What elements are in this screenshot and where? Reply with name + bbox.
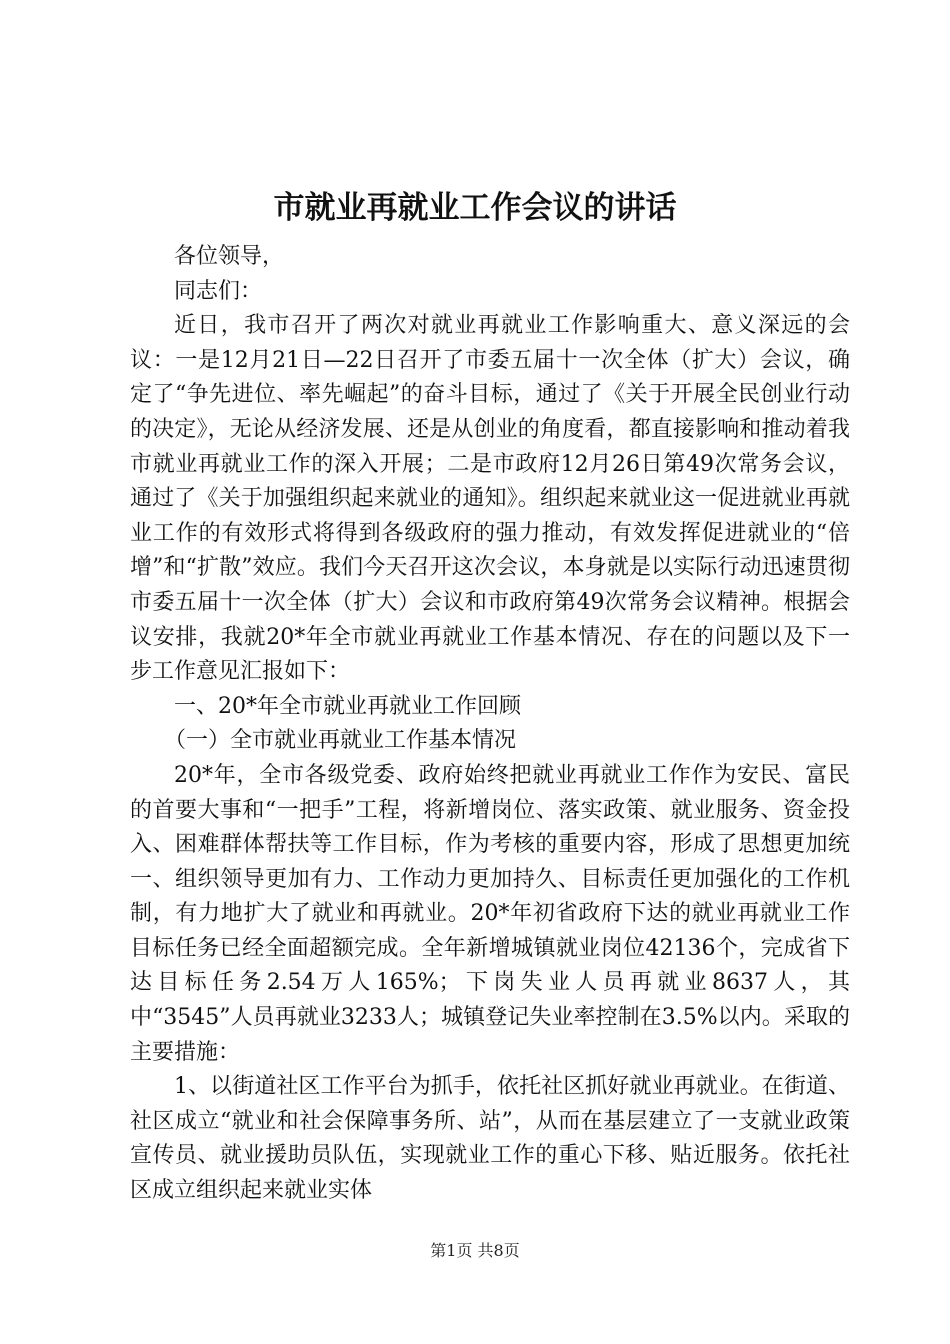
salutation-leaders: 各位领导， xyxy=(174,244,285,269)
paragraph-overview: 20*年，全市各级党委、政府始终把就业再就业工作作为安民、富民的首要大事和“一把手”工程，将新增岗位、落实政策、就业服务、资金投入、困难群体帮扶等工作目标，作为考核的重要内容，形成了思想更加统一、组织领导更加有力、工作动力更加持久、目标责任更加强化的工作机制，有力地扩大了就业和再就业。20*年初省政府下达的就业再就业工作目标任务已经全面超额完成。全年新增城镇就业岗位42136个，完成省下达目标任务2.54万人165%；下岗失业人员再就业8637人，其中“3545”人员再就业3233人；城镇登记失业率控制在3.5%以内。采取的主要措施： xyxy=(130,762,850,1065)
document-body xyxy=(130,240,850,1209)
paragraph-measure-1: 1、以街道社区工作平台为抓手，依托社区抓好就业再就业。在街道、社区成立“就业和社会保障事务所、站”，从而在基层建立了一支就业政策宣传员、就业援助员队伍，实现就业工作的重心下移、贴近服务。依托社区成立组织起来就业实体 xyxy=(130,1074,850,1204)
section-heading: 一、20*年全市就业再就业工作回顾 xyxy=(174,693,521,719)
page-footer: 第1页 共8页 xyxy=(430,1241,520,1260)
document-title: 市就业再就业工作会议的讲话 xyxy=(273,190,677,226)
paragraph-intro: 近日，我市召开了两次对就业再就业工作影响重大、意义深远的会议：一是12月21日—22日召开了市委五届十一次全体（扩大）会议，确定了“争先进位、率先崛起”的奋斗目标，通过了《关于开展全民创业行动的决定》，无论从经济发展、还是从创业的角度看，都直接影响和推动着我市就业再就业工作的深入开展；二是市政府12月26日第49次常务会议，通过了《关于加强组织起来就业的通知》。组织起来就业这一促进就业再就业工作的有效形式将得到各级政府的强力推动，有效发挥促进就业的“倍增”和“扩散”效应。我们今天召开这次会议，本身就是以实际行动迅速贯彻市委五届十一次全体（扩大）会议和市政府第49次常务会议精神。根据会议安排，我就20*年全市就业再就业工作基本情况、存在的问题以及下一步工作意见汇报如下： xyxy=(130,313,850,685)
salutation-comrades: 同志们： xyxy=(174,278,263,304)
subsection-heading: （一）全市就业再就业工作基本情况 xyxy=(164,728,517,754)
